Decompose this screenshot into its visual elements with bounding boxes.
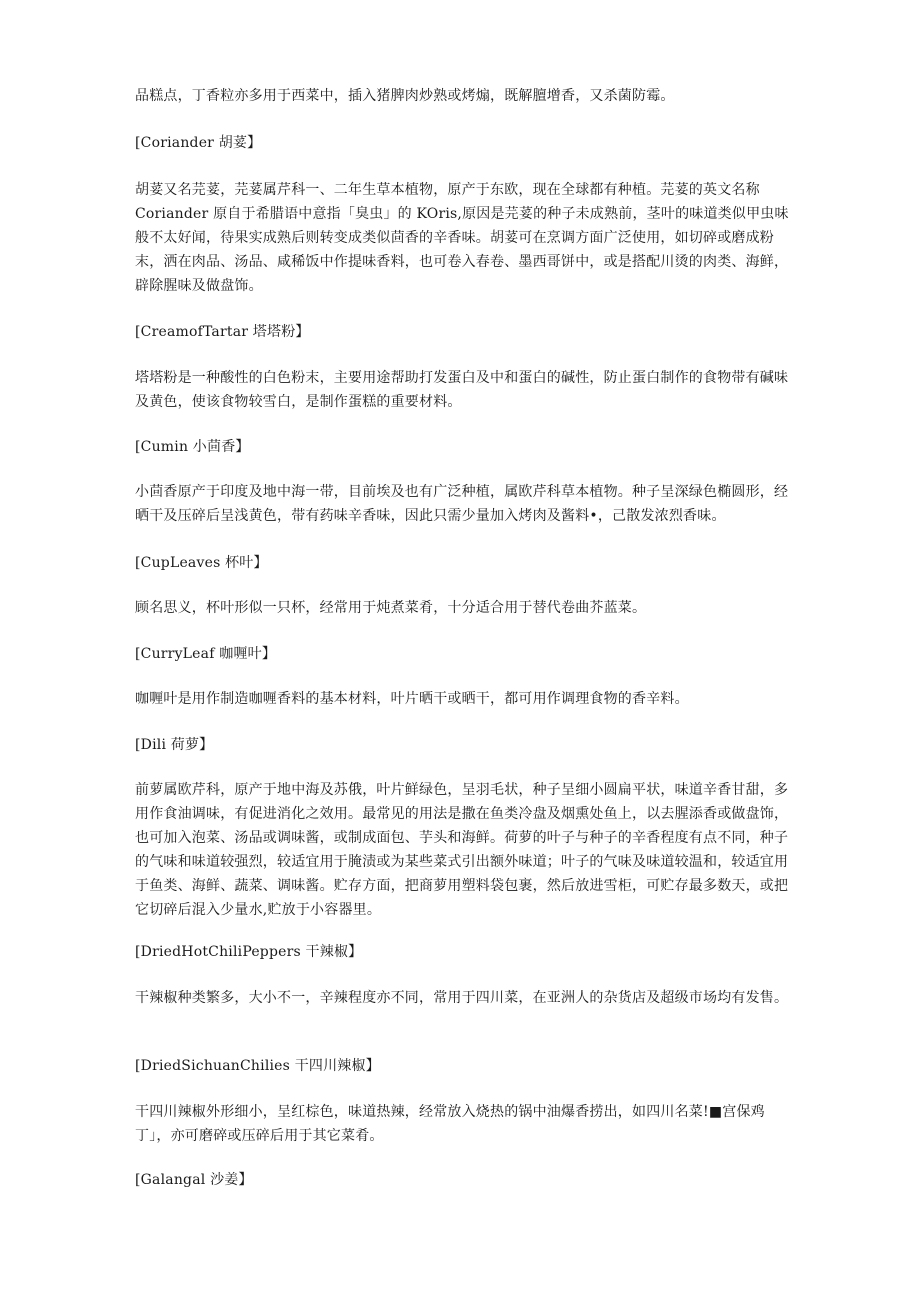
entry-heading-galangal: [Galangal 沙姜】 <box>135 1172 253 1188</box>
entry-heading-cumin: [Cumin 小茴香】 <box>135 439 250 455</box>
entry-heading-dried-sichuan-chilies: [DriedSichuanChilies 干四川辣椒】 <box>135 1058 380 1074</box>
paragraph-curry-leaf: 咖喱叶是用作制造咖喱香料的基本材料，叶片晒干或晒干，都可用作调理食物的香辛料。 <box>135 691 689 707</box>
paragraph-cream-of-tartar: 塔塔粉是一种酸性的白色粉末，主要用途帮助打发蛋白及中和蛋白的碱性，防止蛋白制作的食物带有碱味及黄色，使该食物较雪白，是制作蛋糕的重要材料。 <box>135 370 789 410</box>
paragraph-cup-leaves: 顾名思义，杯叶形似一只杯，经常用于炖煮菜肴，十分适合用于替代卷曲芥蓝菜。 <box>135 600 647 616</box>
paragraph-dill: 前萝属欧芹科，原产于地中海及苏俄，叶片鲜绿色，呈羽毛状，种子呈细小圆扁平状，味道辛香甘甜，多用作食油调味，有促进消化之效用。最常见的用法是撒在鱼类冷盘及烟熏处鱼上，以去腥添香或做盘饰，也可加入泡菜、汤品或调味酱，或制成面包、芋头和海鲜。荷萝的叶子与种子的辛香程度有点不同，种子的气味和味道较强烈，较适宜用于腌渍或为某些菜式引出额外味道；叶子的气味及味道较温和，较适宜用于鱼类、海鲜、蔬菜、调味酱。贮存方面，把商萝用塑料袋包裹，然后放进雪柜，可贮存最多数天，或把它切碎后混入少量水,贮放于小容器里。 <box>135 782 789 918</box>
entry-heading-dried-hot-chili-peppers: [DriedHotChiliPeppers 干辣椒】 <box>135 944 363 960</box>
entry-heading-dill: [Dili 荷萝】 <box>135 737 214 753</box>
entry-heading-coriander: [Coriander 胡荽】 <box>135 135 262 151</box>
entry-heading-curry-leaf: [CurryLeaf 咖喱叶】 <box>135 646 277 662</box>
paragraph-dried-hot-chili-peppers: 干辣椒种类繁多，大小不一，辛辣程度亦不同，常用于四川菜，在亚洲人的杂货店及超级市场均有发售。 <box>135 990 789 1006</box>
paragraph-cloves-continued: 品糕点，丁香粒亦多用于西菜中，插入猪脾肉炒熟或烤煽，既解膻增香，又杀菌防霉。 <box>135 88 675 104</box>
paragraph-dried-sichuan-chilies: 干四川辣椒外形细小，呈红棕色，味道热辣，经常放入烧热的锅中油爆香捞出，如四川名菜!■宫保鸡丁」，亦可磨碎或压碎后用于其它菜肴。 <box>135 1104 765 1144</box>
entry-heading-cup-leaves: [CupLeaves 杯叶】 <box>135 555 268 571</box>
entry-heading-cream-of-tartar: [CreamofTartar 塔塔粉】 <box>135 324 310 340</box>
paragraph-cumin: 小茴香原产于印度及地中海一带，目前埃及也有广泛种植，属欧芹科草本植物。种子呈深绿色椭圆形，经晒干及压碎后呈浅黄色，带有药味辛香味，因此只需少量加入烤肉及酱料•，己散发浓烈香味。 <box>135 484 789 524</box>
paragraph-coriander: 胡荽又名芫荽，芫荽属芹科一、二年生草本植物，原产于东欧，现在全球都有种植。芫荽的英文名称 Coriander 原自于希腊语中意指「臭虫」的 KOris,原因是芫荽的种子未成熟前，茎叶的味道类似甲虫味般不太好闻，待果实成熟后则转变成类似茴香的辛香味。胡荽可在烹调方面广泛使用，如切碎或磨成粉末，洒在肉品、汤品、咸稀饭中作提味香料，也可卷入春卷、墨西哥饼中，或是搭配川烫的肉类、海鲜，辟除腥味及做盘饰。 <box>135 182 789 294</box>
